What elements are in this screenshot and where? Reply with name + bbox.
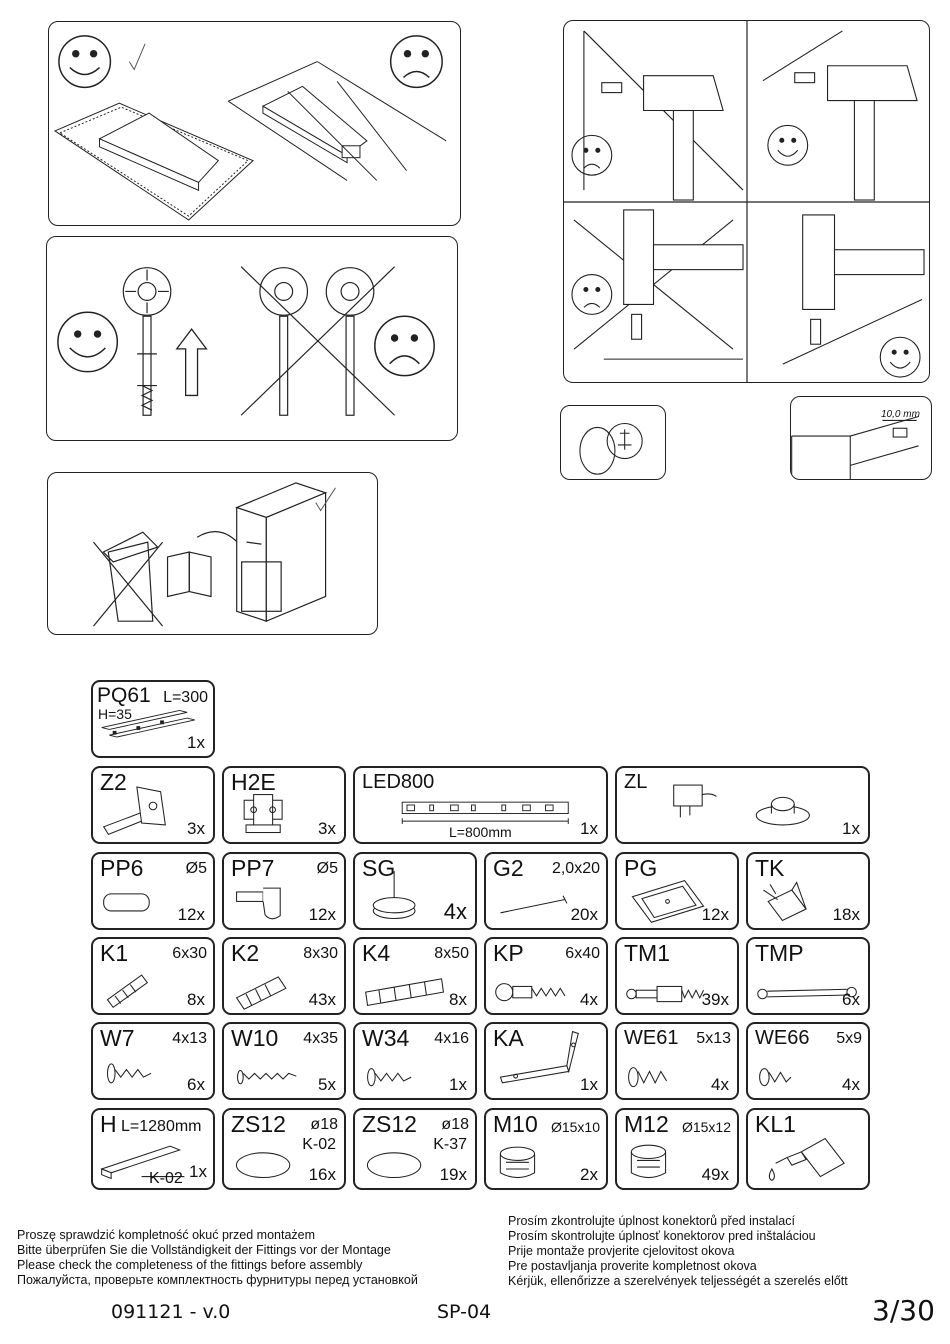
part-code: PP6	[100, 855, 144, 881]
page-number: 3/30	[872, 1294, 935, 1327]
part-zs12-k02	[222, 1108, 346, 1190]
part-code: H2E	[231, 769, 276, 795]
note-line: Prije montaže provjerite cjelovitost okova	[508, 1244, 735, 1258]
part-dimension: 4x16	[434, 1030, 469, 1047]
part-code: W34	[362, 1025, 410, 1051]
part-dimension: 5x9	[836, 1030, 862, 1047]
part-quantity: 1x	[580, 1075, 598, 1094]
part-dimension: 8x30	[303, 945, 338, 962]
part-dimension: Ø15x10	[550, 1119, 600, 1135]
part-code: Z2	[100, 769, 127, 795]
part-quantity: 3x	[318, 819, 336, 838]
instruction-panel-cap	[560, 405, 666, 480]
part-quantity: 4x	[443, 899, 467, 924]
part-code: TM1	[624, 940, 670, 966]
part-code: K4	[362, 940, 391, 966]
part-quantity: 19x	[439, 1165, 467, 1184]
manual-book-icon	[168, 532, 242, 597]
part-dimension: 5x13	[696, 1030, 731, 1047]
cabinet-icon	[237, 483, 326, 621]
part-quantity: 8x	[449, 990, 467, 1009]
part-code: TMP	[755, 940, 804, 966]
part-h2e	[222, 766, 346, 844]
part-quantity: 4x	[711, 1075, 729, 1094]
part-quantity: 2x	[580, 1165, 598, 1184]
part-quantity: 12x	[308, 905, 336, 924]
part-color-code: K-37	[433, 1136, 467, 1153]
part-quantity: 1x	[187, 733, 205, 752]
part-zl	[615, 766, 870, 844]
part-zs12-k37	[353, 1108, 477, 1190]
model-code: SP-04	[437, 1301, 492, 1323]
instruction-panel-hammer	[563, 20, 930, 383]
part-code: WE61	[624, 1027, 679, 1049]
note-line: Prosím zkontrolujte úplnost konektorů před instalací	[508, 1214, 795, 1228]
part-quantity: 1x	[580, 819, 598, 838]
part-code: PP7	[231, 855, 275, 881]
part-dimension: 6x40	[565, 945, 600, 962]
completeness-notes-left	[17, 1228, 418, 1288]
part-code: M12	[624, 1111, 669, 1137]
note-line: Kérjük, ellenőrizze a szerelvények teljességét a szerelés előtt	[508, 1274, 848, 1288]
part-code: K1	[100, 940, 129, 966]
part-dimension: ø18	[310, 1116, 338, 1133]
part-quantity: 16x	[308, 1165, 336, 1184]
hammer-illustration	[564, 21, 929, 382]
part-tm1	[615, 937, 739, 1015]
part-dimension: L=1280mm	[121, 1118, 202, 1135]
part-m10	[484, 1108, 608, 1190]
part-code: ZL	[624, 771, 648, 793]
camlock-illustration	[47, 237, 457, 440]
part-code: K2	[231, 940, 260, 966]
part-quantity: 3x	[187, 819, 205, 838]
part-k4	[353, 937, 477, 1015]
manual-storage-illustration	[48, 473, 377, 634]
instruction-panel-manual	[47, 472, 378, 635]
instruction-panel-carpet	[48, 21, 461, 226]
part-z2	[91, 766, 215, 844]
note-line: Please check the completeness of the fittings before assembly	[17, 1258, 363, 1272]
part-quantity: 6x	[842, 990, 860, 1009]
part-dimension: 4x13	[172, 1030, 207, 1047]
part-height: H=35	[98, 706, 132, 722]
part-we66	[746, 1022, 870, 1100]
sad-face-icon	[375, 316, 434, 375]
part-dimension: 2,0x20	[551, 860, 600, 877]
part-pp7	[222, 852, 346, 930]
completeness-notes-right	[508, 1214, 848, 1289]
part-k1	[91, 937, 215, 1015]
part-w34	[353, 1022, 477, 1100]
part-h	[91, 1108, 215, 1190]
part-quantity: 1x	[189, 1162, 207, 1181]
part-code: PQ61	[97, 684, 151, 707]
sad-face-icon	[391, 36, 442, 87]
note-line: Proszę sprawdzić kompletność okuć przed montażem	[17, 1228, 316, 1242]
cap-illustration	[561, 406, 665, 479]
part-code: ZS12	[362, 1111, 417, 1137]
part-m12	[615, 1108, 739, 1190]
part-quantity: 12x	[177, 905, 205, 924]
part-ka	[484, 1022, 608, 1100]
note-line: Bitte überprüfen Sie die Vollständigkeit der Fittings vor der Montage	[17, 1243, 391, 1257]
part-quantity: 4x	[842, 1075, 860, 1094]
part-code: KA	[493, 1025, 524, 1051]
part-w7	[91, 1022, 215, 1100]
part-quantity: 1x	[449, 1075, 467, 1094]
note-line: Prosím skontrolujte úplnosť konektorov pred inštaláciou	[508, 1229, 816, 1243]
power-supply-icon	[617, 768, 868, 842]
led-length-label: L=800mm	[449, 824, 512, 840]
note-line: Пожалуйста, проверьте комплектность фурнитуры перед установкой	[17, 1273, 418, 1287]
instruction-panel-camlock	[46, 236, 458, 441]
part-code: TK	[755, 855, 785, 881]
part-quantity: 8x	[187, 990, 205, 1009]
part-pg	[615, 852, 739, 930]
part-quantity: 20x	[570, 905, 598, 924]
part-kl1	[746, 1108, 870, 1190]
part-pq61	[91, 680, 215, 758]
part-dimension: Ø5	[185, 860, 207, 877]
part-code: SG	[362, 855, 396, 881]
part-quantity: 18x	[832, 905, 860, 924]
happy-face-icon	[59, 36, 110, 87]
dowel-depth-measurement: 10,0 mm	[881, 409, 920, 420]
doc-version: 091121 - v.0	[111, 1301, 231, 1323]
part-k2	[222, 937, 346, 1015]
part-tmp	[746, 937, 870, 1015]
part-quantity: 12x	[701, 905, 729, 924]
part-tk	[746, 852, 870, 930]
part-sg	[353, 852, 477, 930]
part-dimension: Ø15x12	[681, 1119, 731, 1135]
part-quantity: 49x	[701, 1165, 729, 1184]
glue-bottle-icon	[748, 1110, 868, 1188]
part-quantity: 39x	[701, 990, 729, 1009]
part-pp6	[91, 852, 215, 930]
part-dimension: 6x30	[172, 945, 207, 962]
part-code: KL1	[755, 1111, 796, 1137]
part-color-code: K-02	[302, 1136, 336, 1153]
part-quantity: 43x	[308, 990, 336, 1009]
part-led800	[353, 766, 608, 844]
part-code: WE66	[755, 1027, 810, 1049]
happy-face-icon	[58, 312, 117, 371]
part-dimension: L=300	[163, 689, 208, 706]
part-g2	[484, 852, 608, 930]
part-quantity: 4x	[580, 990, 598, 1009]
part-kp	[484, 937, 608, 1015]
note-line: Pre postavljanja proverite kompletnost okova	[508, 1259, 757, 1273]
part-color-code: K-02	[149, 1170, 183, 1187]
part-dimension: Ø5	[316, 860, 338, 877]
carpet-illustration	[49, 22, 460, 225]
part-we61	[615, 1022, 739, 1100]
part-dimension: ø18	[441, 1116, 469, 1133]
part-quantity: 6x	[187, 1075, 205, 1094]
part-code: KP	[493, 940, 524, 966]
trash-bin-icon	[93, 532, 162, 626]
part-code: W10	[231, 1025, 279, 1051]
part-dimension: 4x35	[303, 1030, 338, 1047]
part-code: G2	[493, 855, 524, 881]
instruction-panel-dowel-depth	[790, 396, 932, 480]
part-code: W7	[100, 1025, 135, 1051]
part-code: LED800	[362, 771, 435, 793]
part-dimension: 8x50	[434, 945, 469, 962]
part-code: PG	[624, 855, 658, 881]
part-quantity: 5x	[318, 1075, 336, 1094]
part-code: M10	[493, 1111, 538, 1137]
part-code: H	[100, 1111, 117, 1137]
part-w10	[222, 1022, 346, 1100]
part-code: ZS12	[231, 1111, 286, 1137]
part-quantity: 1x	[842, 819, 860, 838]
